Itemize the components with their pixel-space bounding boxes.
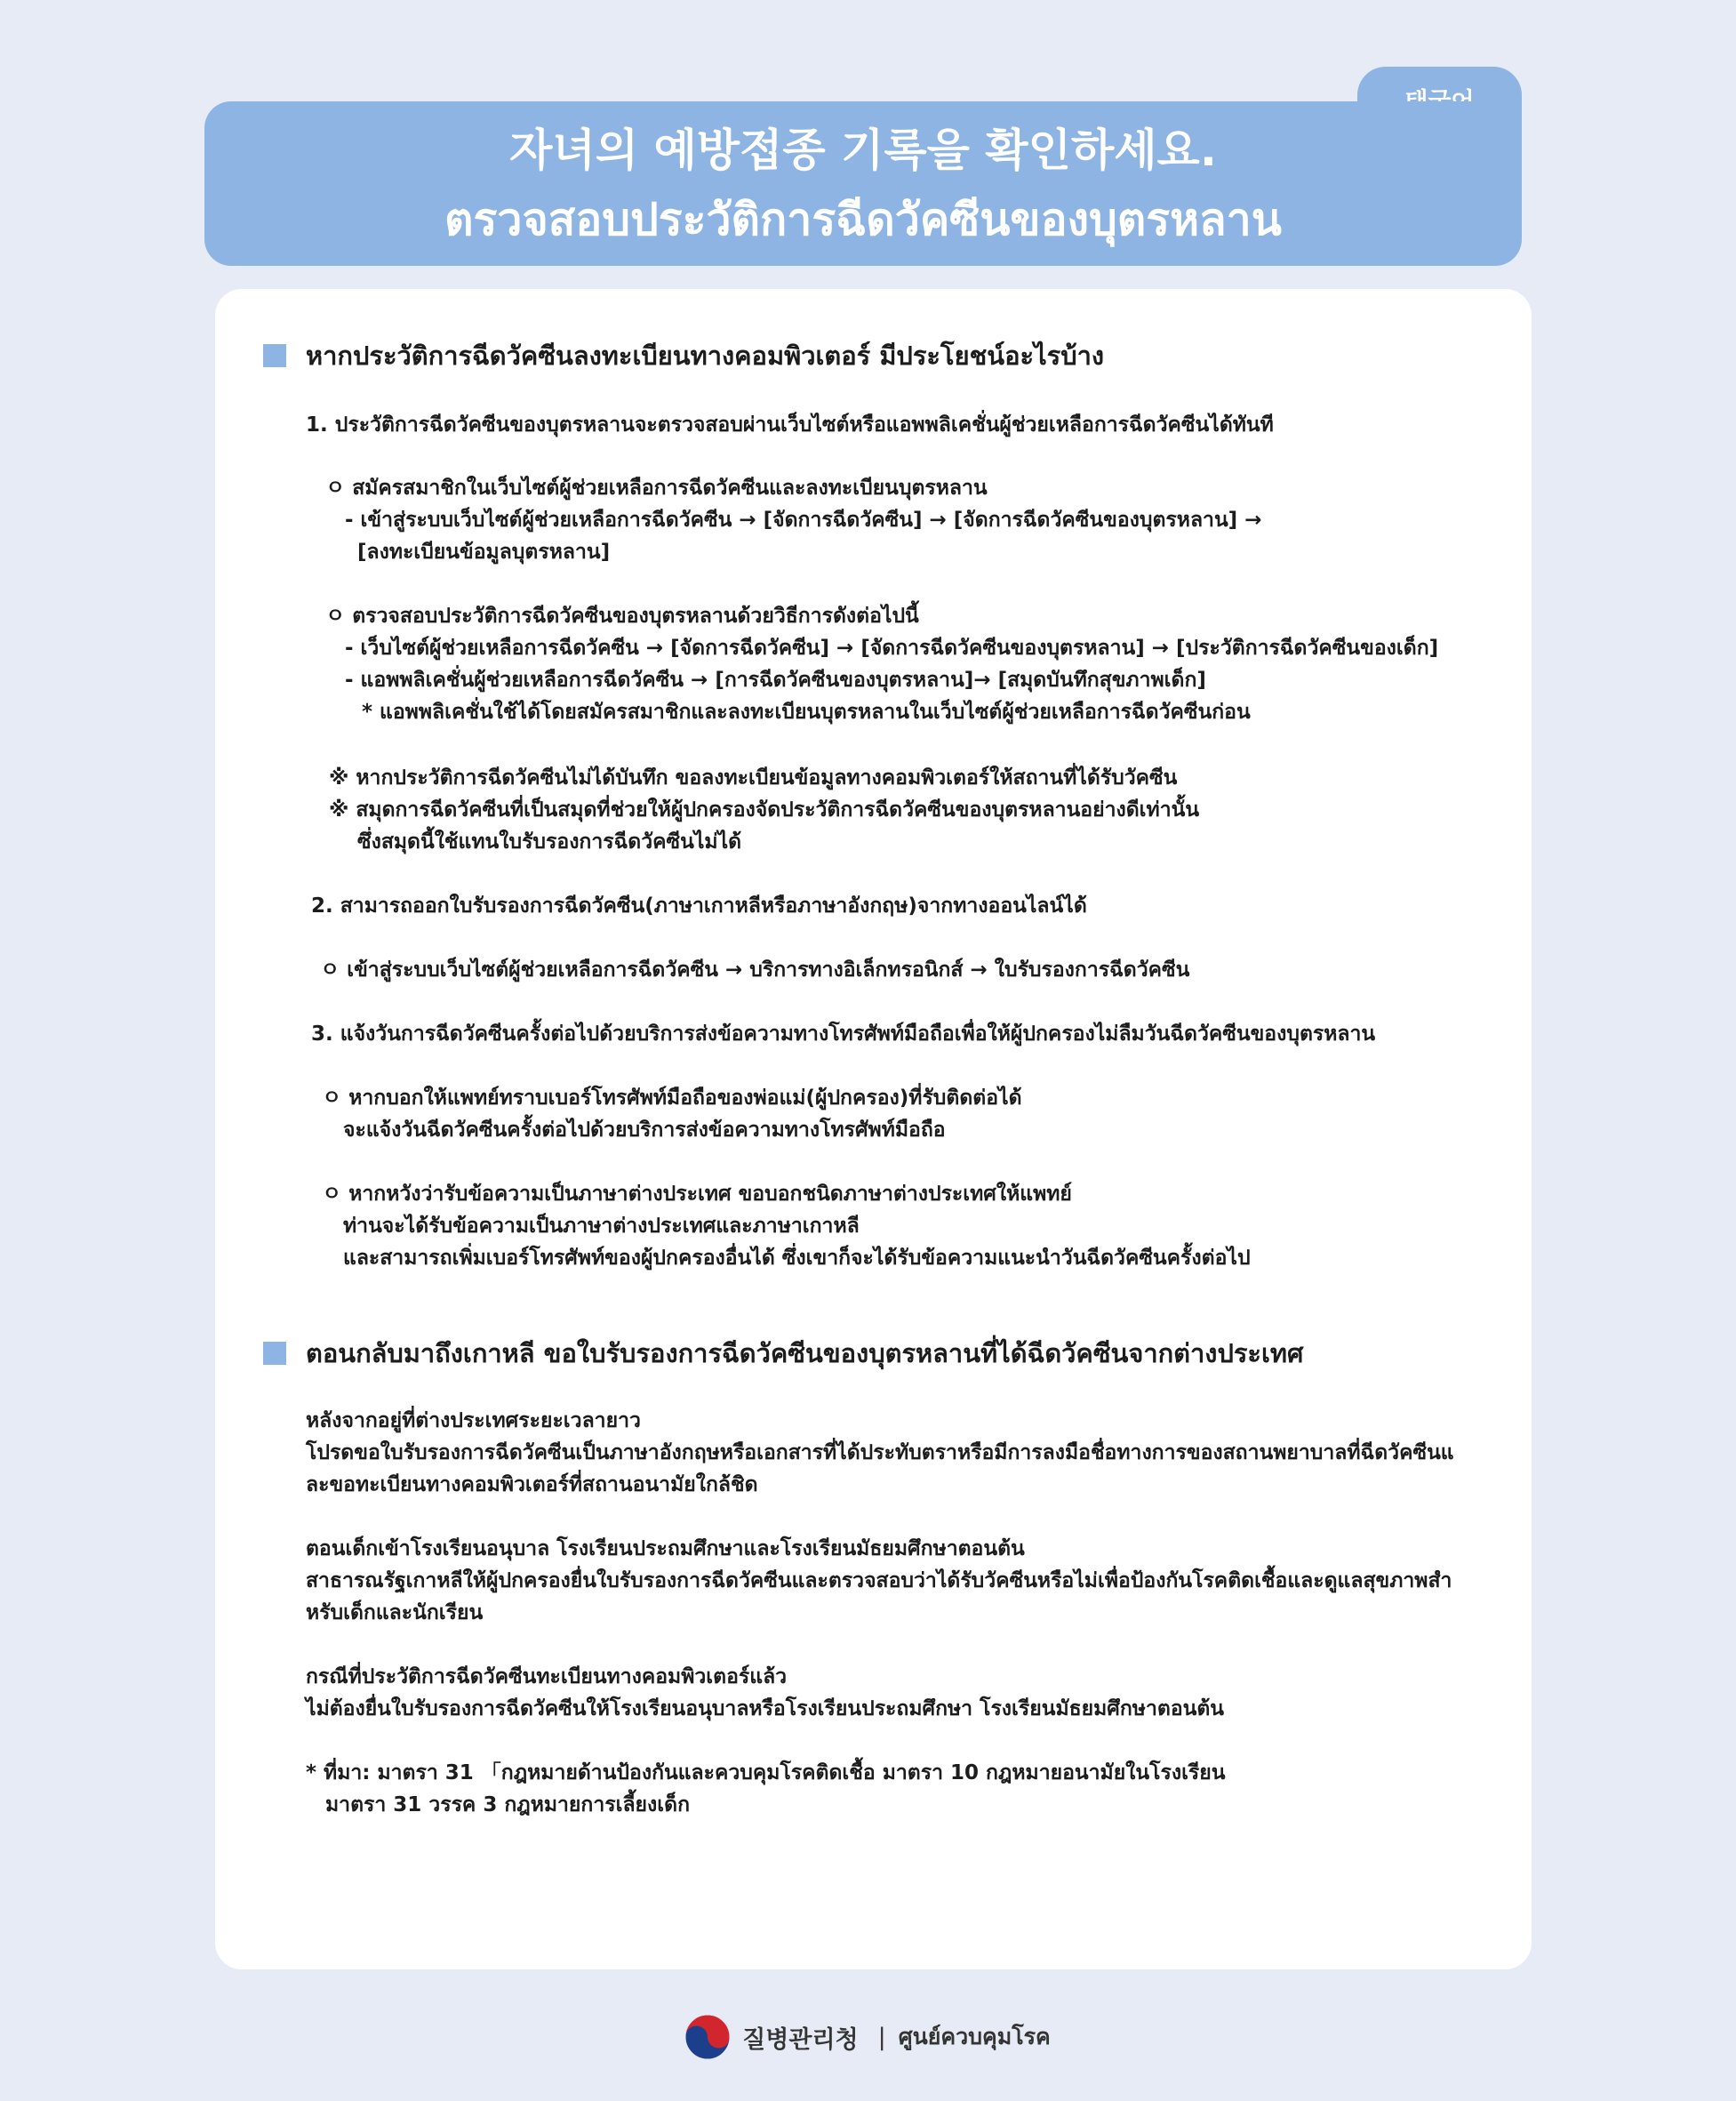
section-heading-1 — [263, 338, 1104, 373]
list-item: ไม่ต้องยื่นใบรับรองการฉีดวัคซีนให้โรงเรียนอนุบาลหรือโรงเรียนประถมศึกษา โรงเรียนมัธยมศึกษาตอนต้น — [306, 1697, 1225, 1720]
list-item: ตอนเด็กเข้าโรงเรียนอนุบาล โรงเรียนประถมศึกษาและโรงเรียนมัธยมศึกษาตอนต้น — [306, 1537, 1025, 1560]
list-item: * ที่มา: มาตรา 31 「กฎหมายด้านป้องกันและควบคุมโรคติดเชื้อ มาตรา 10 กฎหมายอนามัยในโรงเรียน — [306, 1761, 1226, 1784]
list-item: ※ สมุดการฉีดวัคซีนที่เป็นสมุดที่ช่วยให้ผู้ปกครองจัดประวัติการฉีดวัคซีนของบุตรหลานอย่างดีเท่านั้น — [329, 798, 1200, 822]
page-title-thai: ตรวจสอบประวัติการฉีดวัคซีนของบุตรหลาน — [444, 194, 1282, 245]
list-item: หรับเด็กและนักเรียน — [306, 1601, 484, 1624]
kdca-logo-icon — [685, 2015, 730, 2059]
list-item: จะแจ้งวันฉีดวัคซีนครั้งต่อไปด้วยบริการส่งข้อความทางโทรศัพท์มือถือ — [343, 1119, 946, 1142]
page-header — [204, 101, 1522, 266]
list-item: มาตรา 31 วรรค 3 กฎหมายการเลี้ยงเด็ก — [325, 1793, 690, 1816]
bullet-square-icon — [263, 1342, 286, 1365]
list-item: - เข้าสู่ระบบเว็บไซต์ผู้ช่วยเหลือการฉีดวัคซีน → [จัดการฉีดวัคซีน] → [จัดการฉีดวัคซีนของบุตรหลาน] → — [345, 509, 1262, 532]
section-heading-2 — [263, 1335, 1303, 1371]
list-item: 1. ประวัติการฉีดวัคซีนของบุตรหลานจะตรวจสอบผ่านเว็บไซต์หรือแอพพลิเคชั่นผู้ช่วยเหลือการฉีดวัคซีนได้ทันที — [306, 413, 1274, 437]
list-item: หลังจากอยู่ที่ต่างประเทศระยะเวลายาว — [306, 1409, 641, 1432]
list-item: โปรดขอใบรับรองการฉีดวัคซีนเป็นภาษาอังกฤษหรือเอกสารที่ได้ประทับตราหรือมีการลงมือชื่อทางการของสถานพยาบาลที่ฉีดวัคซีนแ — [306, 1441, 1454, 1464]
list-item: ㅇ สมัครสมาชิกในเว็บไซต์ผู้ช่วยเหลือการฉีดวัคซีนและลงทะเบียนบุตรหลาน — [325, 477, 988, 500]
footer — [0, 2012, 1736, 2062]
list-item: - เว็บไซต์ผู้ช่วยเหลือการฉีดวัคซีน → [จัดการฉีดวัคซีน] → [จัดการฉีดวัคซีนของบุตรหลาน] → [ประวัติการฉีดวัคซีนของเด็ก] — [345, 637, 1439, 660]
bullet-square-icon — [263, 344, 286, 367]
list-item: ㅇ หากหวังว่ารับข้อความเป็นภาษาต่างประเทศ ขอบอกชนิดภาษาต่างประเทศให้แพทย์ — [322, 1183, 1072, 1206]
footer-separator: | — [877, 2023, 886, 2051]
list-item: ซึ่งสมุดนี้ใช้แทนใบรับรองการฉีดวัคซีนไม่ได้ — [357, 830, 742, 854]
list-item: ㅇ หากบอกให้แพทย์ทราบเบอร์โทรศัพท์มือถือของพ่อแม่(ผู้ปกครอง)ที่รับติดต่อได้ — [322, 1087, 1022, 1110]
content-card — [215, 289, 1532, 1969]
org-name-korean: 질병관리청 — [742, 2025, 859, 2054]
list-item: กรณีที่ประวัติการฉีดวัคซีนทะเบียนทางคอมพิวเตอร์แล้ว — [306, 1665, 788, 1688]
list-item: ㅇ ตรวจสอบประวัติการฉีดวัคซีนของบุตรหลานด้วยวิธีการดังต่อไปนี้ — [325, 605, 919, 628]
list-item: ㅇ เข้าสู่ระบบเว็บไซต์ผู้ช่วยเหลือการฉีดวัคซีน → บริการทางอิเล็กทรอนิกส์ → ใบรับรองการฉีดวัคซีน — [320, 958, 1190, 982]
list-item: สาธารณรัฐเกาหลีให้ผู้ปกครองยื่นใบรับรองการฉีดวัคซีนและตรวจสอบว่าได้รับวัคซีนหรือไม่เพื่อป้องกันโรคติดเชื้อและดูแลสุขภาพสำ — [306, 1569, 1452, 1592]
list-item: - แอพพลิเคชั่นผู้ช่วยเหลือการฉีดวัคซีน → [การฉีดวัคซีนของบุตรหลาน]→ [สมุดบันทึกสุขภาพเด็ก] — [345, 669, 1206, 692]
section-heading-1-text: หากประวัติการฉีดวัคซีนลงทะเบียนทางคอมพิวเตอร์ มีประโยชน์อะไรบ้าง — [306, 341, 1105, 371]
section-heading-2-text: ตอนกลับมาถึงเกาหลี ขอใบรับรองการฉีดวัคซีนของบุตรหลานที่ได้ฉีดวัคซีนจากต่างประเทศ — [306, 1338, 1304, 1368]
list-item: 2. สามารถออกใบรับรองการฉีดวัคซีน(ภาษาเกาหลีหรือภาษาอังกฤษ)จากทางออนไลน์ได้ — [311, 894, 1087, 918]
list-item: 3. แจ้งวันการฉีดวัคซีนครั้งต่อไปด้วยบริการส่งข้อความทางโทรศัพท์มือถือเพื่อให้ผู้ปกครองไม่ลืมวันฉีดวัคซีนของบุตรหลาน — [311, 1022, 1376, 1046]
org-name-thai: ศูนย์ควบคุมโรค — [898, 2024, 1051, 2049]
list-item: ท่านจะได้รับข้อความเป็นภาษาต่างประเทศและภาษาเกาหลี — [343, 1215, 860, 1238]
list-item: [ลงทะเบียนข้อมูลบุตรหลาน] — [357, 541, 611, 564]
list-item: ละขอทะเบียนทางคอมพิวเตอร์ที่สถานอนามัยใกล้ชิด — [306, 1473, 758, 1496]
list-item: และสามารถเพิ่มเบอร์โทรศัพท์ของผู้ปกครองอื่นได้ ซึ่งเขาก็จะได้รับข้อความแนะนำวันฉีดวัคซีนครั้งต่อไป — [343, 1247, 1251, 1270]
list-item: ※ หากประวัติการฉีดวัคซีนไม่ได้บันทึก ขอลงทะเบียนข้อมูลทางคอมพิวเตอร์ให้สถานที่ได้รับวัคซีน — [329, 766, 1178, 790]
list-item: * แอพพลิเคชั่นใช้ได้โดยสมัครสมาชิกและลงทะเบียนบุตรหลานในเว็บไซต์ผู้ช่วยเหลือการฉีดวัคซีนก่อน — [362, 701, 1251, 724]
page-title-korean: 자녀의 예방접종 기록을 확인하세요. — [509, 124, 1217, 176]
